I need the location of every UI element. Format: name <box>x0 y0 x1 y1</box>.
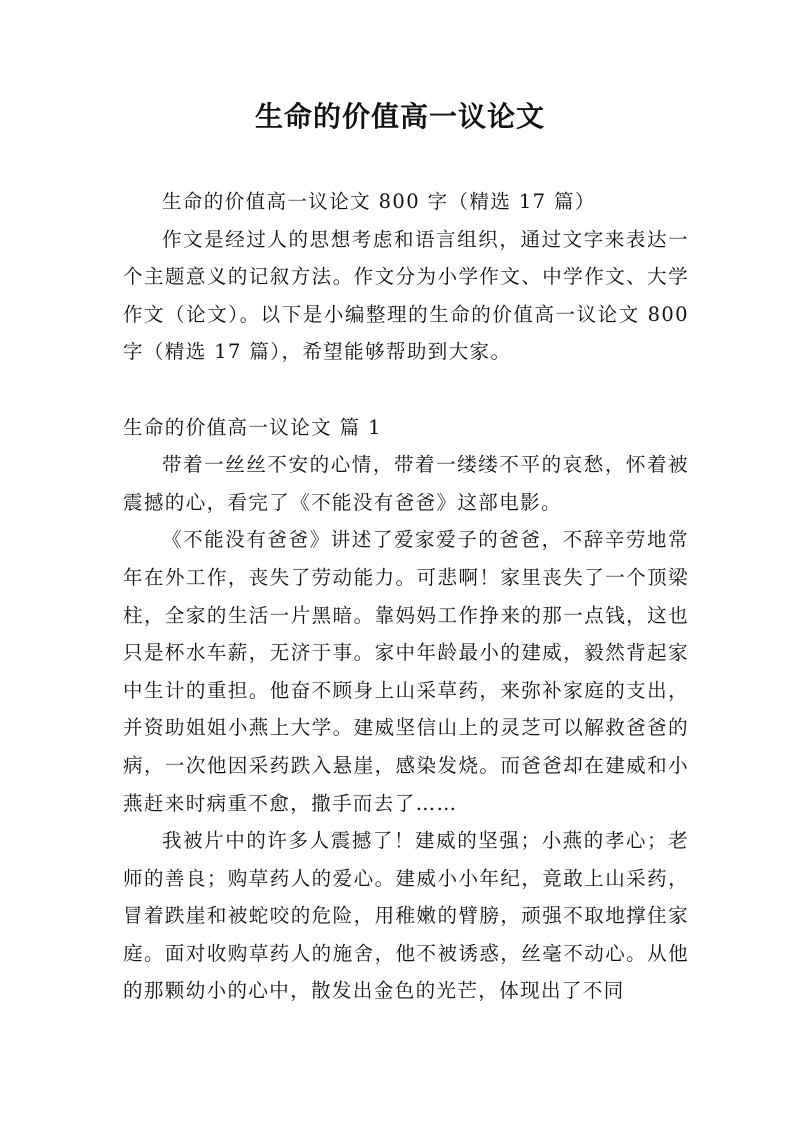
body-paragraph: 带着一丝丝不安的心情，带着一缕缕不平的哀愁，怀着被震撼的心，看完了《不能没有爸爸》这部电影。 <box>123 453 689 514</box>
intro-paragraph: 作文是经过人的思想考虑和语言组织，通过文字来表达一个主题意义的记叙方法。作文分为小学作文、中学作文、大学作文（论文）。以下是小编整理的生命的价值高一议论文 800 字（精选 17 篇），希望能够帮助到大家。 <box>123 227 689 364</box>
body-paragraph: 我被片中的许多人震撼了！建威的坚强；小燕的孝心；老师的善良；购草药人的爱心。建威小小年纪，竟敢上山采药，冒着跌崖和被蛇咬的危险，用稚嫩的臂膀，顽强不取地撑住家庭。面对收购草药人的施舍，他不被诱惑，丝毫不动心。从他的那颗幼小的心中，散发出金色的光芒，体现出了不同 <box>123 829 689 1003</box>
body-paragraph: 《不能没有爸爸》讲述了爱家爱子的爸爸，不辞辛劳地常年在外工作，丧失了劳动能力。可悲啊！家里丧失了一个顶梁柱，全家的生活一片黑暗。靠妈妈工作挣来的那一点钱，这也只是杯水车薪，无济于事。家中年龄最小的建威，毅然背起家中生计的重担。他奋不顾身上山采草药，来弥补家庭的支出，并资助姐姐小燕上大学。建威坚信山上的灵芝可以解救爸爸的病，一次他因采药跌入悬崖，感染发烧。而爸爸却在建威和小燕赶来时病重不愈，撒手而去了…… <box>123 528 689 815</box>
section-heading: 生命的价值高一议论文 篇 1 <box>123 415 382 439</box>
document-title: 生命的价值高一议论文 <box>254 100 545 133</box>
document-subtitle: 生命的价值高一议论文 800 字（精选 17 篇） <box>162 190 596 213</box>
document-body <box>123 183 689 1010</box>
